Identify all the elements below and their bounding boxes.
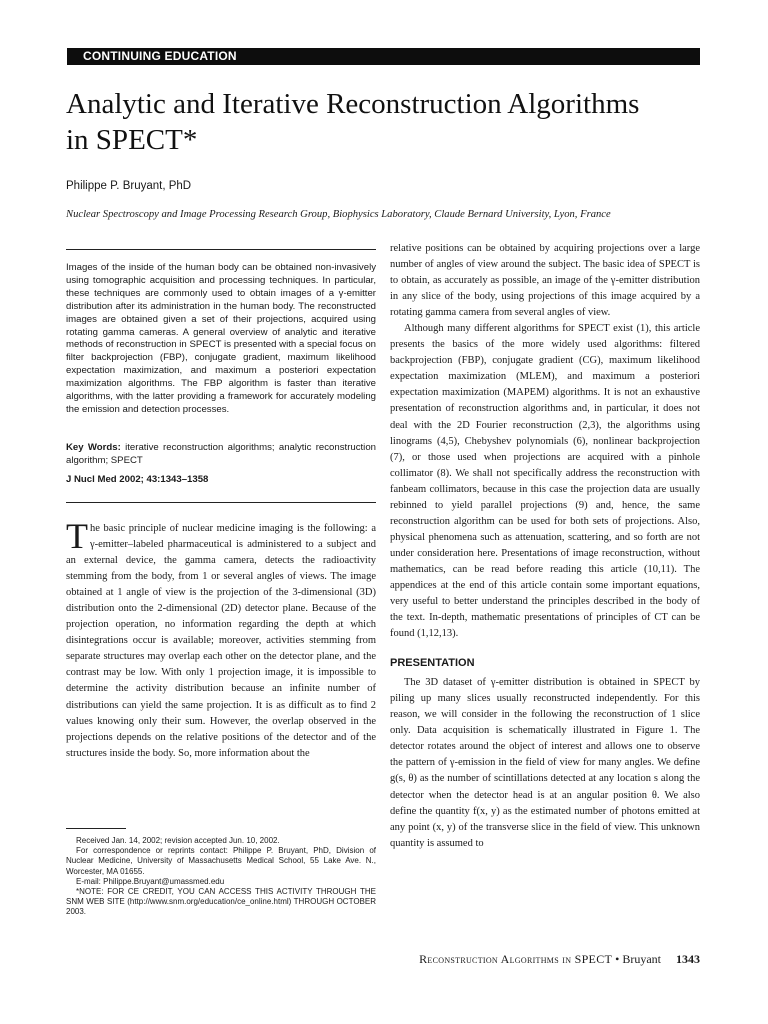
running-title: Reconstruction Algorithms in SPECT	[419, 952, 613, 966]
page-number: 1343	[676, 952, 700, 966]
paragraph: The 3D dataset of γ-emitter distribution is obtained in SPECT by piling up many slices usually reconstructed independently. For this reason, we will consider in the following the reconstruction of 1 slice only. Data acquisition is schematically illustrated in Figure 1. The detector rotates around the object of interest and allows one to observe the pattern of γ-emission in the field of view for many angles. We define g(s, θ) as the number of scintillations detected at any location s along the detector when the detector head is at an angular position θ. We also define the quantity f(x, y) as the estimated number of photons emitted at any point (x, y) of the transverse slice in the field of view. This unknown quantity is assumed to	[390, 677, 700, 849]
author-affiliation: Nuclear Spectroscopy and Image Processing Research Group, Biophysics Laboratory, Claude Bernard University, Lyon, France	[66, 209, 611, 220]
page-footer	[370, 952, 700, 967]
author-name: Philippe P. Bruyant, PhD	[66, 180, 192, 192]
abstract: Images of the inside of the human body can be obtained non-invasively using tomographic acquisition and processing techniques. In particular, these techniques are commonly used to obtain images of a γ-emitter distribution after its administration in the human body. The reconstructed images are obtained given a set of their projections, acquired using rotating gamma cameras. A general overview of analytic and iterative methods of reconstruction in SPECT is presented with a special focus on filter backprojection (FBP), conjugate gradient, maximum likelihood expectation maximization, and maximum a posteriori expectation maximization algorithms. The FBP algorithm is faster than iterative algorithms, with the latter providing a framework for accurately modeling the emission and detection processes.	[66, 262, 376, 415]
footnote-email: E-mail: Philippe.Bruyant@umassmed.edu	[76, 876, 225, 886]
paragraph: Although many different algorithms for SPECT exist (1), this article presents the basics of the more widely used algorithms: filtered backprojection (FBP), conjugate gradient (CG), maximum likelihood expectation maximization (MLEM), and maximum a posteriori expectation maximization (MAPEM) algorithms. It is not an exhaustive presentation of reconstruction algorithms and, in particular, it does not deal with the 2D Fourier reconstruction (2,3), the algorithms using linograms (4,5), Chebyshev polynomials (6), nonlinear backprojection (7), or those used when projections are acquired with a pinhole collimator (8). We shall not specifically address the reconstruction with fanbeam collimators, because in this case the projection data are usually rebinned to yield parallel projections (9) and, hence, the same reconstruction algorithm can be used for both sets of projections. Also, physical phenomena such as attenuation, scattering, and so forth are not under consideration here. Presentations of image reconstruction, without mathematics, can be read before reading this article (10,11). The appendices at the end of this article contain some important equations, very useful to better understand the principles described in the body of the text. In-depth, mathematic presentations of principles of CT can be found (1,12,13).	[390, 323, 700, 640]
body-text-right-column	[390, 241, 700, 852]
journal-citation: J Nucl Med 2002; 43:1343–1358	[66, 474, 209, 485]
drop-cap: T	[66, 516, 88, 556]
abstract-top-rule	[66, 249, 376, 250]
paragraph: relative positions can be obtained by acquiring projections over a large number of angles of view around the subject. The basic idea of SPECT is to obtain, as accurately as possible, an image of the γ-emitter distribution in any slice of the body, using projections of this image acquired by a rotating gamma camera from several angles of view.	[390, 243, 700, 319]
footnotes	[66, 836, 376, 918]
footer-author: Bruyant	[622, 952, 661, 966]
footnote-correspondence: For correspondence or reprints contact: Philippe P. Bruyant, PhD, Division of Nuclear Medicine, University of Massachusetts Medical School, 55 Lake Ave. N., Worcester, MA 01655.	[66, 846, 376, 876]
section-banner: CONTINUING EDUCATION	[67, 48, 700, 65]
abstract-bottom-rule	[66, 502, 376, 503]
footnote-rule	[66, 828, 126, 829]
footer-separator: •	[615, 952, 620, 966]
article-title	[66, 86, 706, 158]
title-line-2: in SPECT*	[66, 124, 198, 156]
keywords-label: Key Words:	[66, 442, 121, 453]
keywords	[66, 442, 376, 468]
section-heading: PRESENTATION	[390, 657, 475, 670]
intro-paragraph: he basic principle of nuclear medicine imaging is the following: a γ-emitter–labeled pharmaceutical is administered to a subject and an external device, the gamma camera, detects the radioactivity stemming from the body, from 1 or several angles of views. The image obtained at 1 angle of view is the projection of the 3-dimensional (3D) distribution onto the 2-dimensional (2D) detector plane. Because of the projection operation, no information regarding the depth at which disintegrations occur is available; moreover, activities stemming from separate structures may overlap each other on the detector plane, and the contrast may be low. With only 1 projection image, it is impossible to determine the activity distribution because an infinite number of distributions can yield the same projection. It is as difficult as to find 2 values knowing only their sum. However, the overlap observed in the projections depends on the relative positions of the detector and of the structures inside the body. So, more information about the	[66, 523, 376, 759]
body-text-left-column	[66, 516, 376, 762]
title-line-1: Analytic and Iterative Reconstruction Algorithms	[66, 88, 640, 120]
footnote-received: Received Jan. 14, 2002; revision accepted Jun. 10, 2002.	[76, 836, 280, 845]
footnote-ce-note: *NOTE: FOR CE CREDIT, YOU CAN ACCESS THIS ACTIVITY THROUGH THE SNM WEB SITE (http://www.snm.org/education/ce_online.html) THROUGH OCTOBER 2003.	[66, 887, 376, 917]
keywords-text: iterative reconstruction algorithms; analytic reconstruction algorithm; SPECT	[66, 442, 376, 466]
